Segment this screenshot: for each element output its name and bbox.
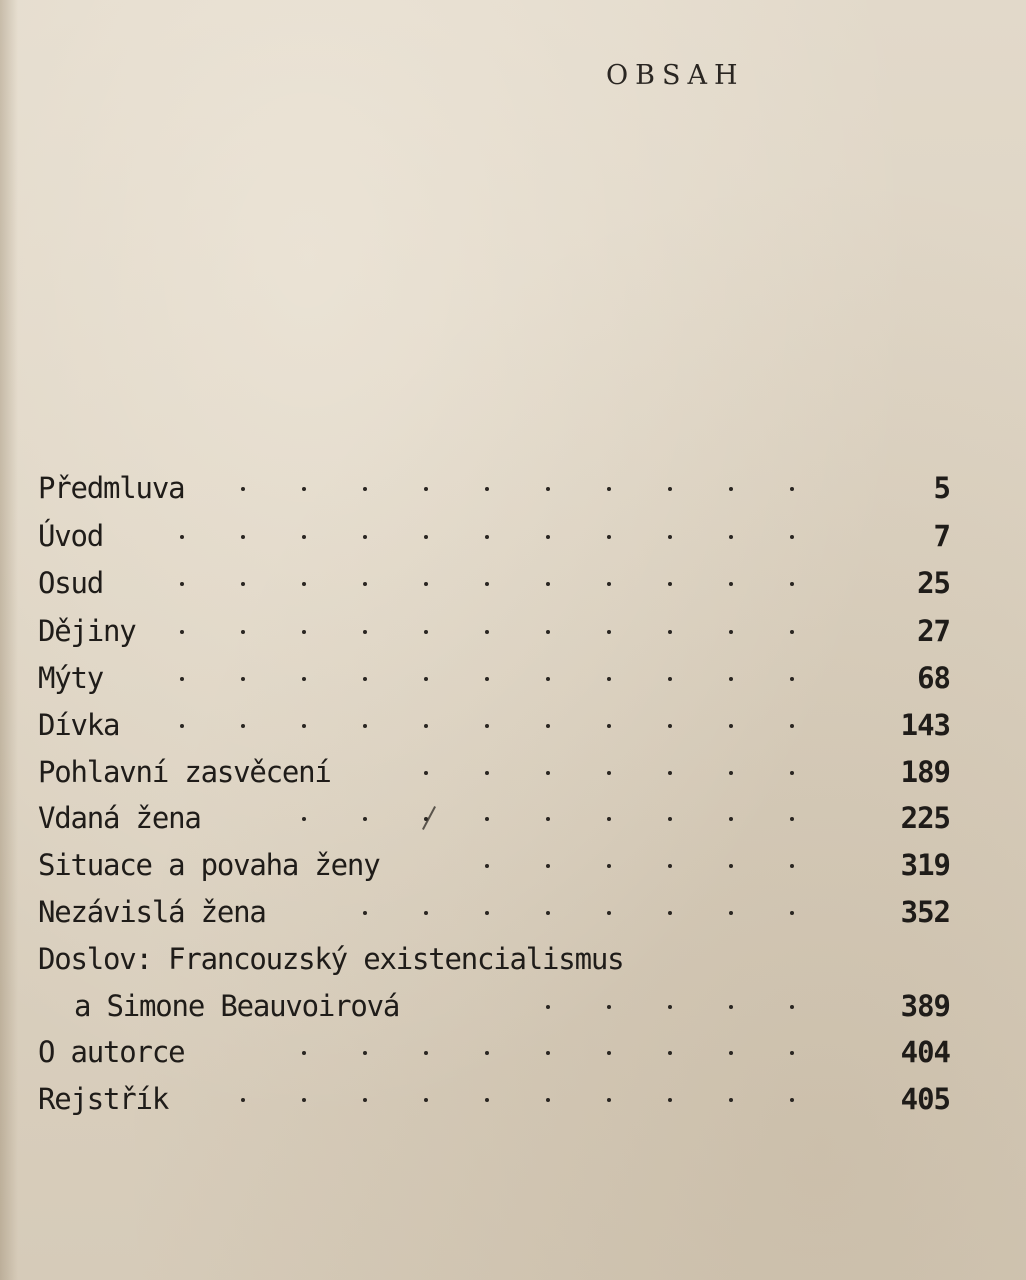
leader-dot (790, 817, 794, 821)
leader-dot (302, 1051, 306, 1055)
leader-dot (485, 582, 489, 586)
leader-dot (485, 535, 489, 539)
leader-dot (424, 487, 428, 491)
leader-dot (302, 1098, 306, 1102)
leader-dot (302, 582, 306, 586)
toc-entry-page: 405 (900, 1082, 950, 1116)
leader-dot (668, 911, 672, 915)
dot-leader (0, 582, 1026, 588)
leader-dot (790, 535, 794, 539)
dot-leader (0, 1005, 1026, 1011)
toc-entry-title: Dívka (38, 708, 120, 742)
leader-dot (668, 1098, 672, 1102)
leader-dot (546, 582, 550, 586)
leader-dot (424, 677, 428, 681)
toc-entry-page: 25 (917, 566, 950, 600)
dot-leader (0, 1098, 1026, 1104)
leader-dot (363, 630, 367, 634)
toc-entry-page: 5 (933, 471, 950, 505)
leader-dot (241, 724, 245, 728)
leader-dot (729, 1051, 733, 1055)
leader-dot (790, 677, 794, 681)
toc-entry (0, 845, 1026, 885)
leader-dot (668, 677, 672, 681)
leader-dot (424, 724, 428, 728)
leader-dot (180, 630, 184, 634)
leader-dot (546, 771, 550, 775)
leader-dot (180, 582, 184, 586)
leader-dot (729, 535, 733, 539)
leader-dot (729, 677, 733, 681)
leader-dot (729, 1005, 733, 1009)
dot-leader (0, 771, 1026, 777)
toc-entry-page: 389 (900, 989, 950, 1023)
leader-dot (546, 1051, 550, 1055)
leader-dot (363, 1051, 367, 1055)
leader-dot (546, 911, 550, 915)
leader-dot (363, 677, 367, 681)
toc-entry (0, 705, 1026, 745)
leader-dot (546, 1005, 550, 1009)
leader-dot (607, 582, 611, 586)
toc-entry-page: 189 (900, 755, 950, 789)
toc-entry (0, 1079, 1026, 1119)
toc-entry-page: 143 (900, 708, 950, 742)
toc-entry (0, 468, 1026, 508)
leader-dot (241, 487, 245, 491)
leader-dot (546, 535, 550, 539)
leader-dot (607, 677, 611, 681)
leader-dot (363, 911, 367, 915)
leader-dot (790, 771, 794, 775)
toc-entry-title: Úvod (38, 519, 104, 553)
leader-dot (668, 1051, 672, 1055)
leader-dot (729, 630, 733, 634)
leader-dot (546, 487, 550, 491)
leader-dot (668, 535, 672, 539)
toc-entry-page: 225 (900, 801, 950, 835)
leader-dot (729, 582, 733, 586)
toc-entry-page: 319 (900, 848, 950, 882)
leader-dot (241, 1098, 245, 1102)
leader-dot (668, 724, 672, 728)
leader-dot (363, 487, 367, 491)
dot-leader (0, 911, 1026, 917)
leader-dot (424, 1098, 428, 1102)
leader-dot (790, 1051, 794, 1055)
leader-dot (485, 1098, 489, 1102)
leader-dot (729, 911, 733, 915)
leader-dot (790, 911, 794, 915)
dot-leader (0, 1051, 1026, 1057)
toc-entry-title: Vdaná žena (38, 801, 201, 835)
contents-heading: OBSAH (606, 60, 745, 91)
leader-dot (607, 535, 611, 539)
leader-dot (729, 771, 733, 775)
leader-dot (668, 1005, 672, 1009)
dot-leader (0, 630, 1026, 636)
leader-dot (790, 487, 794, 491)
toc-entry-title: a Simone Beauvoirová (74, 989, 400, 1023)
leader-dot (668, 487, 672, 491)
leader-dot (485, 911, 489, 915)
leader-dot (790, 724, 794, 728)
toc-entry (0, 798, 1026, 838)
toc-entry-page: 68 (917, 661, 950, 695)
leader-dot (485, 487, 489, 491)
leader-dot (241, 677, 245, 681)
toc-entry-title: Osud (38, 566, 104, 600)
leader-dot (302, 630, 306, 634)
toc-entry-page: 352 (900, 895, 950, 929)
dot-leader (0, 677, 1026, 683)
toc-entry-title: Situace a povaha ženy (38, 848, 380, 882)
leader-dot (424, 771, 428, 775)
leader-dot (485, 864, 489, 868)
leader-dot (607, 817, 611, 821)
toc-entry-title: Doslov: Francouzský existencialismus (38, 942, 624, 976)
leader-dot (363, 724, 367, 728)
dot-leader (0, 817, 1026, 823)
leader-dot (668, 771, 672, 775)
leader-dot (607, 911, 611, 915)
leader-dot (607, 1051, 611, 1055)
leader-dot (180, 677, 184, 681)
leader-dot (363, 817, 367, 821)
leader-dot (241, 582, 245, 586)
toc-entry-title: Rejstřík (38, 1082, 169, 1116)
toc-entry-title: Dějiny (38, 614, 136, 648)
leader-dot (607, 724, 611, 728)
leader-dot (241, 535, 245, 539)
leader-dot (485, 677, 489, 681)
leader-dot (668, 630, 672, 634)
leader-dot (180, 535, 184, 539)
leader-dot (302, 677, 306, 681)
leader-dot (607, 864, 611, 868)
leader-dot (729, 1098, 733, 1102)
toc-entry (0, 611, 1026, 651)
dot-leader (0, 724, 1026, 730)
leader-dot (485, 817, 489, 821)
toc-entry (0, 752, 1026, 792)
leader-dot (729, 487, 733, 491)
leader-dot (363, 582, 367, 586)
leader-dot (302, 535, 306, 539)
toc-entry-page: 404 (900, 1035, 950, 1069)
leader-dot (729, 864, 733, 868)
leader-dot (302, 487, 306, 491)
leader-dot (302, 817, 306, 821)
leader-dot (729, 724, 733, 728)
leader-dot (790, 630, 794, 634)
leader-dot (424, 630, 428, 634)
toc-entry (0, 892, 1026, 932)
leader-dot (546, 1098, 550, 1102)
leader-dot (485, 724, 489, 728)
leader-dot (546, 817, 550, 821)
toc-entry (0, 658, 1026, 698)
dot-leader (0, 487, 1026, 493)
leader-dot (241, 630, 245, 634)
leader-dot (424, 535, 428, 539)
leader-dot (607, 630, 611, 634)
leader-dot (424, 582, 428, 586)
toc-entry (0, 1032, 1026, 1072)
leader-dot (546, 630, 550, 634)
dot-leader (0, 864, 1026, 870)
leader-dot (424, 911, 428, 915)
leader-dot (607, 771, 611, 775)
leader-dot (302, 724, 306, 728)
leader-dot (363, 535, 367, 539)
leader-dot (790, 1098, 794, 1102)
leader-dot (180, 724, 184, 728)
leader-dot (546, 724, 550, 728)
dot-leader (0, 535, 1026, 541)
leader-dot (790, 1005, 794, 1009)
leader-dot (607, 1005, 611, 1009)
toc-entry-page: 27 (917, 614, 950, 648)
toc-entry-page: 7 (933, 519, 950, 553)
toc-entry-title: Mýty (38, 661, 104, 695)
toc-entry (0, 563, 1026, 603)
toc-entry-title: Nezávislá žena (38, 895, 266, 929)
leader-dot (485, 630, 489, 634)
leader-dot (424, 1051, 428, 1055)
leader-dot (485, 771, 489, 775)
toc-entry-title: Předmluva (38, 471, 185, 505)
toc-entry (0, 939, 1026, 979)
leader-dot (668, 817, 672, 821)
toc-entry-title: Pohlavní zasvěcení (38, 755, 331, 789)
leader-dot (790, 582, 794, 586)
toc-entry (0, 516, 1026, 556)
leader-dot (485, 1051, 489, 1055)
leader-dot (363, 1098, 367, 1102)
leader-dot (546, 677, 550, 681)
leader-dot (546, 864, 550, 868)
leader-dot (729, 817, 733, 821)
leader-dot (668, 582, 672, 586)
leader-dot (607, 1098, 611, 1102)
leader-dot (607, 487, 611, 491)
toc-entry-continuation (0, 986, 1026, 1026)
leader-dot (668, 864, 672, 868)
leader-dot (790, 864, 794, 868)
toc-entry-title: O autorce (38, 1035, 185, 1069)
